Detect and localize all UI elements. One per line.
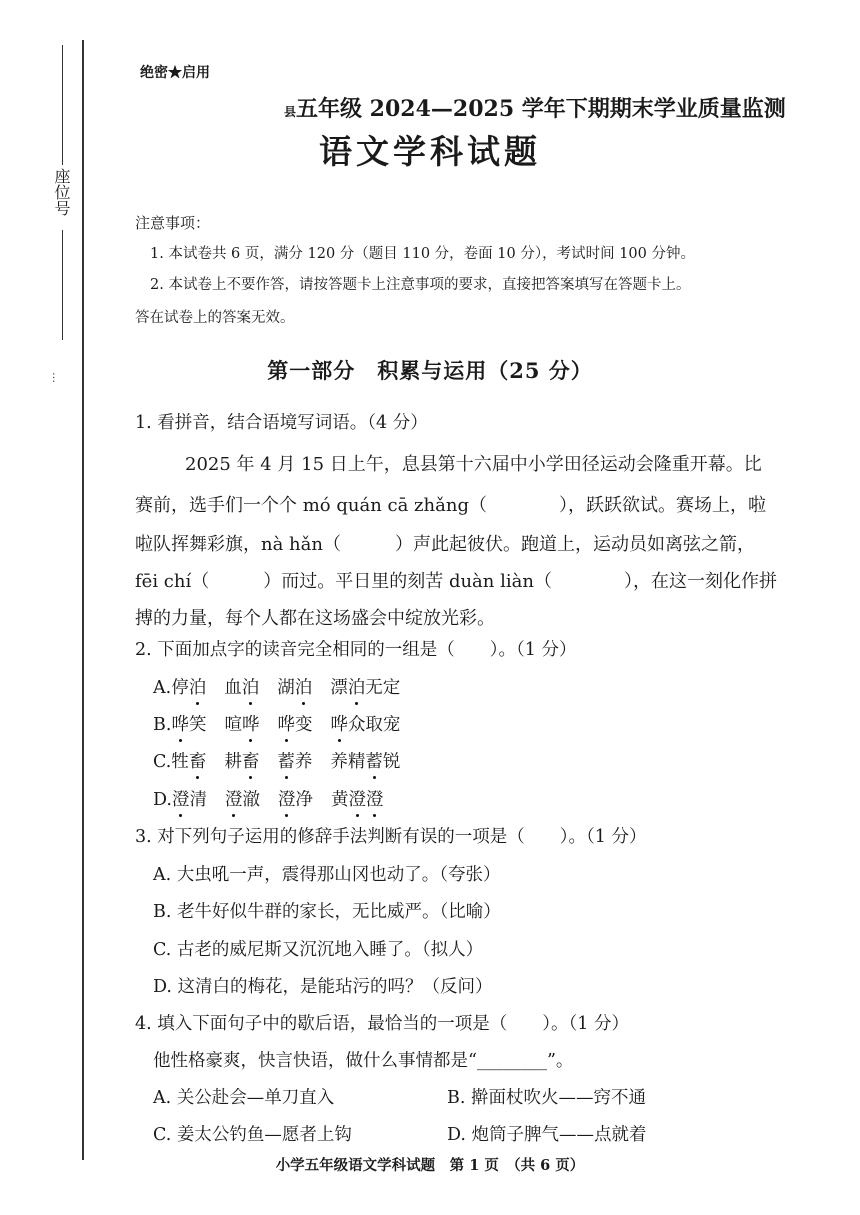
- exam-title-text: 五年级 2024—2025 学年下期期末学业质量监测: [296, 96, 786, 122]
- q2-option-b: [153, 711, 400, 736]
- q4-option-a: A. 关公赴会—单刀直入: [153, 1088, 335, 1108]
- seat-line-bottom: [62, 230, 63, 340]
- dotted-char: 泊: [189, 674, 207, 699]
- dotted-char: 澄: [225, 786, 243, 811]
- option-label: D.: [153, 790, 172, 810]
- q1-line-1: 2025 年 4 月 15 日上午，息县第十六届中小学田径运动会隆重开幕。比: [185, 454, 762, 475]
- q3-option-b: B. 老牛好似牛群的家长，无比威严。（比喻）: [153, 902, 501, 922]
- dotted-char: 澄: [278, 786, 296, 811]
- question-3-stem: 3. 对下列句子运用的修辞手法判断有误的一项是（ ）。（1 分）: [135, 827, 647, 847]
- option-label: C.: [153, 752, 172, 772]
- word-part: 无定: [365, 678, 401, 698]
- word-part: 养: [294, 752, 313, 772]
- question-2-stem: 2. 下面加点字的读音完全相同的一组是（ ）。（1 分）: [135, 640, 577, 660]
- dotted-char: 畜: [242, 748, 260, 773]
- question-4-stem: 4. 填入下面句子中的歇后语，最恰当的一项是（ ）。（1 分）: [135, 1014, 629, 1034]
- q1-line-2: 赛前，选手们一个个 mó quán cā zhǎng（ ），跃跃欲试。赛场上，啦: [135, 495, 766, 516]
- q3-option-c: C. 古老的威尼斯又沉沉地入睡了。（拟人）: [153, 940, 484, 960]
- word-part: 湖: [277, 678, 295, 698]
- binding-line: [82, 40, 84, 1160]
- seat-number-label: 座位号: [52, 168, 71, 216]
- q1-line-3: 啦队挥舞彩旗，nà hǎn（ ）声此起彼伏。跑道上，运动员如离弦之箭，: [135, 534, 755, 555]
- dotted-char: 澄: [366, 786, 384, 811]
- note-1: 1. 本试卷共 6 页，满分 120 分（题目 110 分，卷面 10 分），考试时间 100 分钟。: [150, 246, 695, 262]
- notes-heading: 注意事项：: [135, 214, 211, 232]
- dotted-char: 澄: [172, 786, 190, 811]
- q1-line-4: fēi chí（ ）而过。平日里的刻苦 duàn liàn（ ），在这一刻化作拼: [135, 571, 777, 592]
- word-part: 笑: [188, 715, 207, 735]
- question-1-stem: 1. 看拼音，结合语境写词语。（4 分）: [135, 413, 428, 433]
- exam-title: [284, 92, 786, 123]
- secret-stamp: 绝密★启用: [140, 65, 210, 81]
- q2-option-a: [153, 674, 400, 699]
- word-part: 黄: [330, 790, 349, 810]
- dotted-char: 泊: [242, 674, 260, 699]
- dotted-char: 哗: [277, 711, 295, 736]
- subject-title: 语文学科试题: [319, 132, 541, 171]
- page-footer: 小学五年级语文学科试题 第 1 页 （共 6 页）: [275, 1157, 585, 1174]
- part-title: 第一部分 积累与运用（25 分）: [267, 358, 593, 383]
- dotted-char: 哗: [242, 711, 260, 736]
- word-part: 变: [294, 715, 313, 735]
- margin-mark: …: [50, 372, 63, 383]
- option-label: B.: [153, 715, 172, 735]
- word-part: 耕: [224, 752, 242, 772]
- q4-option-b: B. 擀面杖吹火——窍不通: [447, 1088, 646, 1108]
- q4-option-d: D. 炮筒子脾气——点就着: [447, 1125, 647, 1145]
- word-part: 众取宠: [347, 715, 401, 735]
- q2-option-c: [153, 748, 400, 773]
- dotted-char: 蓄: [365, 748, 383, 773]
- word-part: 澈: [242, 790, 260, 810]
- q3-option-d: D. 这清白的梅花，是能玷污的吗？（反问）: [153, 977, 493, 997]
- word-part: 喧: [224, 715, 242, 735]
- word-part: 锐: [382, 752, 401, 772]
- dotted-char: 畜: [189, 748, 207, 773]
- word-part: 停: [171, 678, 189, 698]
- word-part: 漂: [330, 678, 348, 698]
- word-part: 清: [189, 790, 207, 810]
- option-label: A.: [153, 678, 172, 698]
- q3-option-a: A. 大虫吼一声，震得那山冈也动了。（夸张）: [153, 865, 501, 885]
- q1-line-5: 搏的力量，每个人都在这场盛会中绽放光彩。: [135, 608, 495, 629]
- word-part: 养精: [330, 752, 366, 772]
- exam-title-prefix: 县: [284, 105, 297, 119]
- q4-sentence: 他性格豪爽，快言快语，做什么事情都是“________”。: [153, 1051, 574, 1071]
- word-part: 净: [295, 790, 313, 810]
- dotted-char: 蓄: [277, 748, 295, 773]
- q2-option-d: [153, 786, 383, 811]
- dotted-char: 哗: [171, 711, 189, 736]
- q4-option-c: C. 姜太公钓鱼—愿者上钩: [153, 1125, 352, 1145]
- dotted-char: 澄: [348, 786, 366, 811]
- word-part: 血: [224, 678, 242, 698]
- word-part: 牲: [171, 752, 189, 772]
- note-3: 答在试卷上的答案无效。: [135, 310, 295, 326]
- dotted-char: 哗: [330, 711, 348, 736]
- dotted-char: 泊: [295, 674, 313, 699]
- dotted-char: 泊: [348, 674, 366, 699]
- note-2: 2. 本试卷上不要作答，请按答题卡上注意事项的要求，直接把答案填写在答题卡上。: [150, 277, 691, 293]
